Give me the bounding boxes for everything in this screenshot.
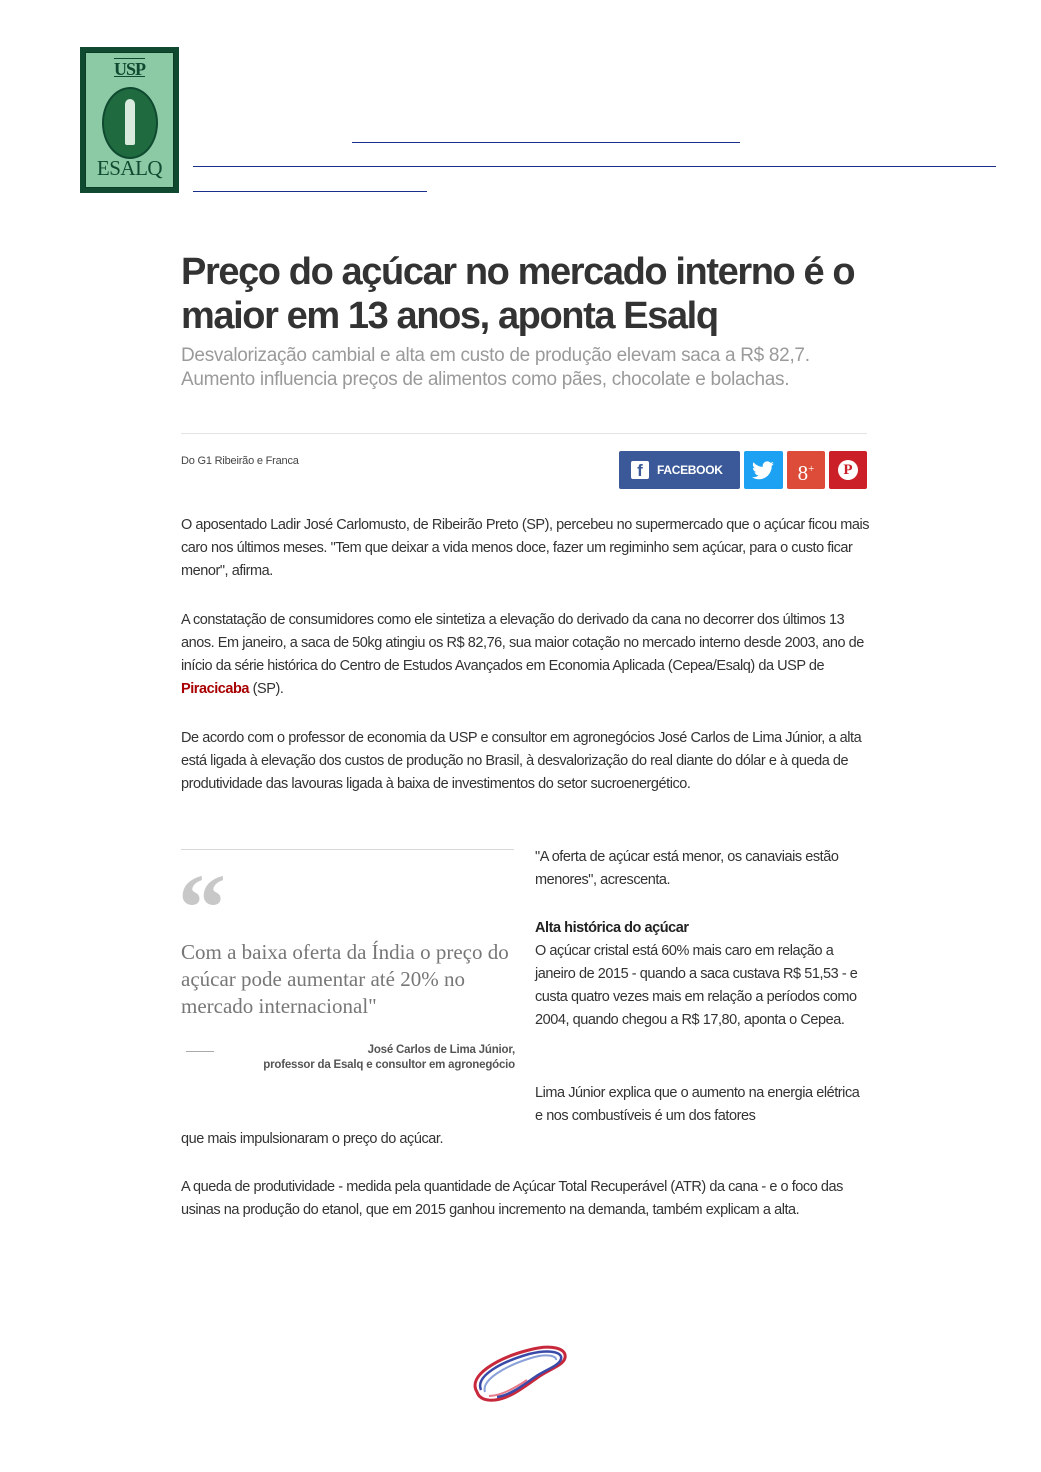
header-divider <box>181 433 867 434</box>
logo-emblem-icon <box>102 87 158 159</box>
pull-quote: Com a baixa oferta da Índia o preço do açúcar pode aumentar até 20% no mercado internacional" <box>181 940 509 1018</box>
paragraph-4: que mais impulsionaram o preço do açúcar. <box>181 1131 444 1147</box>
paragraph-1: O aposentado Ladir José Carlomusto, de Ribeirão Preto (SP), percebeu no supermercado que o açúcar ficou mais caro nos últimos meses. "Tem que deixar a vida menos doce, fazer um regiminho sem açúcar, para o custo ficar menor", afirma. <box>181 517 870 579</box>
byline: Do G1 Ribeirão e Franca <box>181 455 299 467</box>
article-subtitle: Desvalorização cambial e alta em custo de produção elevam saca a R$ 82,7. Aumento influencia preços de alimentos como pães, chocolate e bolachas. <box>181 345 810 390</box>
ribbon-logo-icon <box>467 1340 573 1404</box>
facebook-share-label: FACEBOOK <box>657 463 723 477</box>
paragraph-2: A constatação de consumidores como ele sintetiza a elevação do derivado da cana no decorrer dos últimos 13 anos. Em janeiro, a saca de 50kg atingiu os R$ 82,76, sua maior cotação no mercado interno desde 2003, ano de início da série histórica do Centro de Estudos Avançados em Economia Aplicada (Cepea/Esalq) da USP de Piracicaba (SP). <box>181 612 864 697</box>
header-link-line-1[interactable] <box>352 142 740 143</box>
right-paragraph-1: "A oferta de açúcar está menor, os canaviais estão menores", acrescenta. <box>535 849 839 888</box>
logo-esalq-text: ESALQ <box>96 156 163 180</box>
facebook-share-button[interactable] <box>619 451 740 489</box>
twitter-icon <box>744 451 783 489</box>
quote-author-role: professor da Esalq e consultor em agronegócio <box>263 1059 515 1071</box>
right-section <box>535 917 865 1032</box>
logo-usp-text: USP <box>113 59 145 79</box>
facebook-icon: f <box>631 461 649 479</box>
quote-mark-icon: “ <box>178 854 226 961</box>
piracicaba-link[interactable]: Piracicaba <box>181 681 250 697</box>
googleplus-share-button[interactable] <box>787 451 825 489</box>
quote-author-name: José Carlos de Lima Júnior, <box>367 1044 515 1056</box>
article-header <box>181 250 867 392</box>
header-link-line-3[interactable] <box>193 191 427 192</box>
twitter-share-button[interactable] <box>744 451 783 489</box>
header-link-line-2[interactable] <box>193 166 996 167</box>
paragraph-3: De acordo com o professor de economia da USP e consultor em agronegócios José Carlos de Lima Júnior, a alta está ligada à elevação dos custos de produção no Brasil, à desvalorização do real diante do dólar e à queda de produtividade das lavouras ligada à baixa de investimentos do setor sucroenergético. <box>181 730 862 792</box>
pinterest-share-button[interactable] <box>829 451 867 489</box>
right-paragraph-3: Lima Júnior explica que o aumento na energia elétrica e nos combustíveis é um dos fatores <box>535 1085 860 1124</box>
paragraph-5: A queda de produtividade - medida pela quantidade de Açúcar Total Recuperável (ATR) da cana - e o foco das usinas na produção do etanol, que em 2015 ganhou incremento na demanda, também explicam a alta. <box>181 1179 843 1218</box>
googleplus-icon: 8+ <box>797 461 815 485</box>
quote-author <box>181 1043 515 1073</box>
esalq-logo <box>80 47 179 193</box>
section-heading: Alta histórica do açúcar <box>535 920 689 936</box>
article-title: Preço do açúcar no mercado interno é o maior em 13 anos, aponta Esalq <box>181 251 855 337</box>
quote-top-rule <box>181 849 514 850</box>
pinterest-icon: P <box>838 460 858 480</box>
right-paragraph-2: O açúcar cristal está 60% mais caro em relação a janeiro de 2015 - quando a saca custava R$ 51,53 - e custa quatro vezes mais em relação a períodos como 2004, quando chegou a R$ 17,80, aponta o Cepea. <box>535 943 858 1028</box>
logo-frame <box>85 52 174 188</box>
